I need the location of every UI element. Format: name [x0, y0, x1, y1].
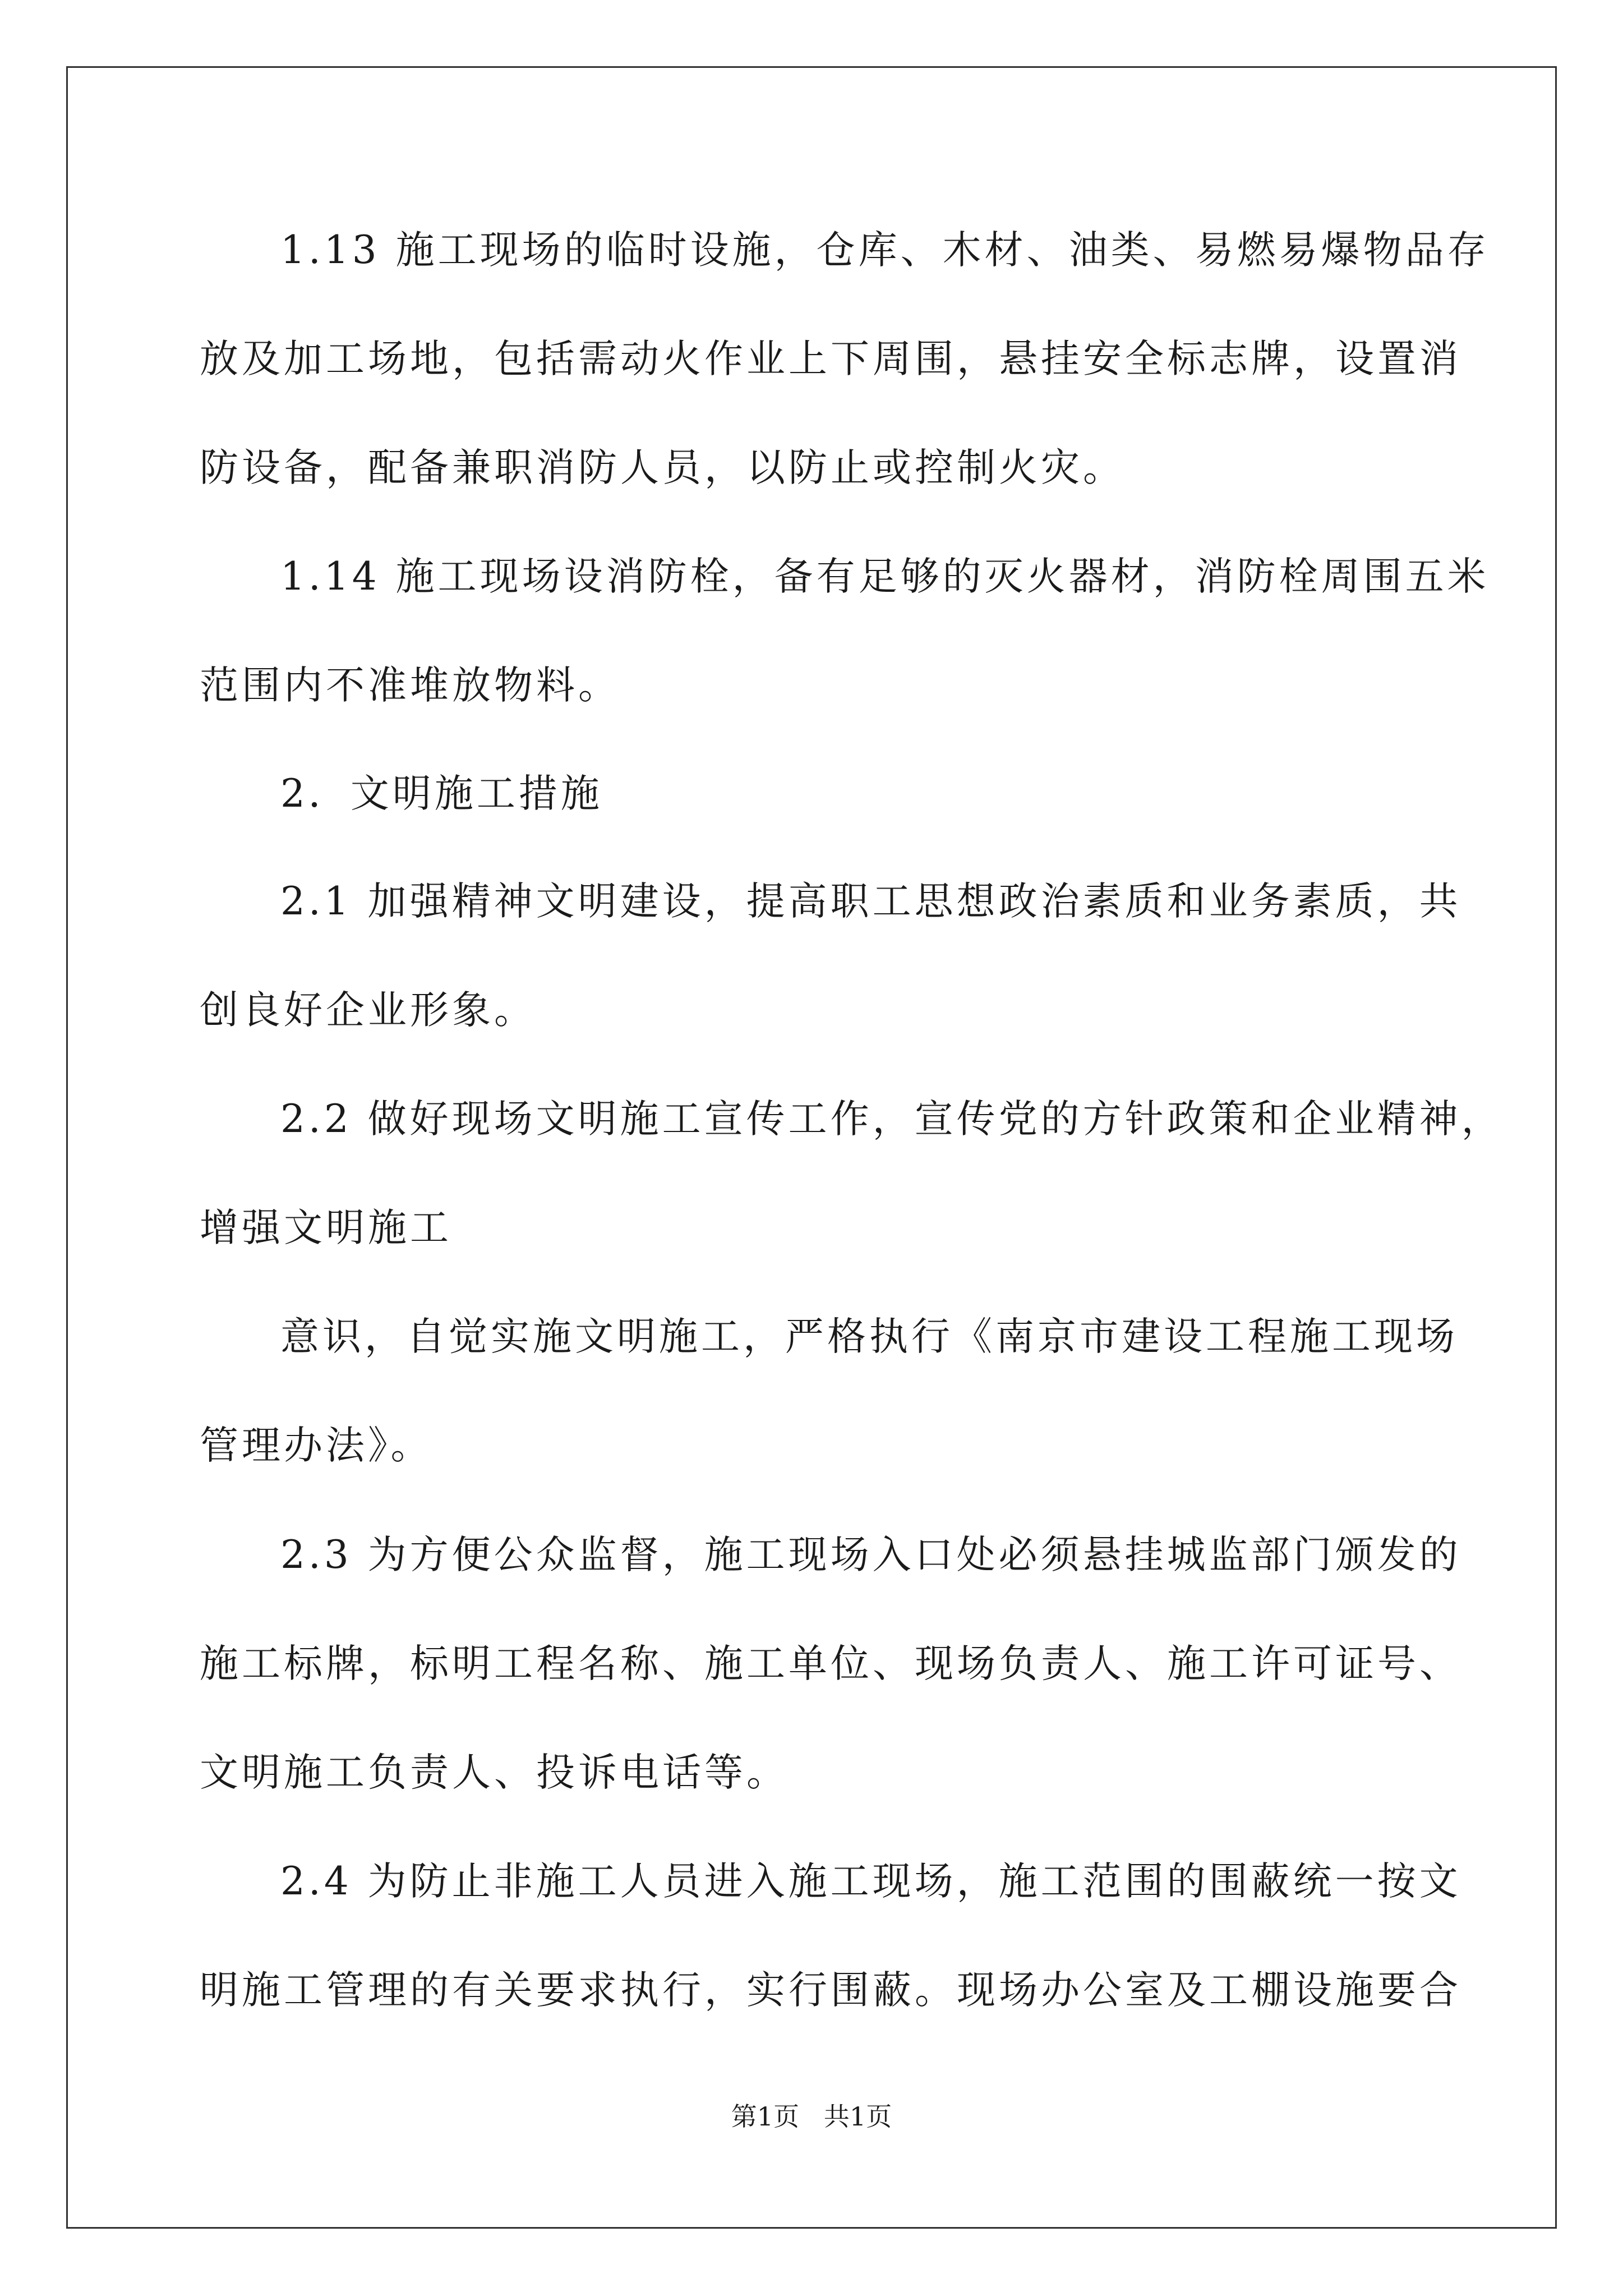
paragraph-2-2-cont-line-2: 管理办法》。 [200, 1423, 433, 1468]
page-border [66, 66, 1557, 2229]
paragraph-2-1-line-2: 创良好企业形象。 [200, 988, 536, 1033]
paragraph-2-2-line-2: 增强文明施工 [200, 1205, 452, 1250]
paragraph-2-3-line-1: 2.3 为方便公众监督，施工现场入口处必须悬挂城监部门颁发的 [280, 1533, 1461, 1577]
paragraph-2-2-cont-line-1: 意识，自觉实施文明施工，严格执行《南京市建设工程施工现场 [280, 1314, 1458, 1359]
paragraph-1-13-line-3: 防设备，配备兼职消防人员，以防止或控制火灾。 [200, 445, 1125, 490]
section-heading-2: 2．文明施工措施 [280, 771, 603, 816]
paragraph-1-13-line-1: 1.13 施工现场的临时设施，仓库、木材、油类、易燃易爆物品存 [280, 228, 1490, 273]
paragraph-1-14-line-1: 1.14 施工现场设消防栓，备有足够的灭火器材，消防栓周围五米 [280, 554, 1490, 599]
paragraph-2-3-line-3: 文明施工负责人、投诉电话等。 [200, 1750, 789, 1795]
paragraph-2-3-line-2: 施工标牌，标明工程名称、施工单位、现场负责人、施工许可证号、 [200, 1641, 1461, 1686]
paragraph-2-4-line-1: 2.4 为防止非施工人员进入施工现场，施工范围的围蔽统一按文 [280, 1859, 1461, 1904]
paragraph-1-14-line-2: 范围内不准堆放物料。 [200, 663, 620, 708]
paragraph-2-4-line-2: 明施工管理的有关要求执行，实行围蔽。现场办公室及工棚设施要合 [200, 1968, 1461, 2013]
paragraph-2-1-line-1: 2.1 加强精神文明建设，提高职工思想政治素质和业务素质，共 [280, 879, 1461, 924]
page-number-footer: 第1页 共1页 [731, 2101, 892, 2132]
paragraph-1-13-line-2: 放及加工场地，包括需动火作业上下周围，悬挂安全标志牌，设置消 [200, 337, 1461, 381]
paragraph-2-2-line-1: 2.2 做好现场文明施工宣传工作，宣传党的方针政策和企业精神， [280, 1097, 1504, 1142]
